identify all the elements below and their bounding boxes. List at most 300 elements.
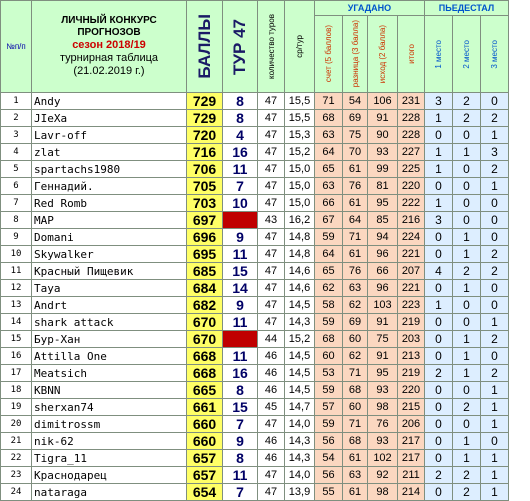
tour-points: 9 xyxy=(223,229,258,246)
podium-first: 1 xyxy=(425,161,453,178)
row-number: 22 xyxy=(1,450,32,467)
tour-points: 11 xyxy=(223,467,258,484)
podium-third: 0 xyxy=(481,195,509,212)
guessed-exact: 56 xyxy=(315,467,343,484)
count-header: количество туров xyxy=(258,1,285,93)
podium-third: 1 xyxy=(481,382,509,399)
tours-count: 47 xyxy=(258,127,285,144)
guessed-diff: 76 xyxy=(343,178,368,195)
podium-first: 4 xyxy=(425,263,453,280)
player-score: 657 xyxy=(187,467,223,484)
guessed-total: 220 xyxy=(398,178,425,195)
table-row xyxy=(1,382,509,399)
tour-points: 16 xyxy=(223,365,258,382)
podium-second: 1 xyxy=(453,348,481,365)
avg-per-tour: 14,7 xyxy=(285,399,315,416)
tour-points: 9 xyxy=(223,297,258,314)
guessed-exact: 59 xyxy=(315,416,343,433)
tour-points: 7 xyxy=(223,484,258,501)
table-row xyxy=(1,280,509,297)
tour-points: 7 xyxy=(223,178,258,195)
podium-third: 0 xyxy=(481,433,509,450)
avg-per-tour: 14,5 xyxy=(285,365,315,382)
podium-second: 1 xyxy=(453,365,481,382)
tour-points: 8 xyxy=(223,382,258,399)
guessed-diff: 68 xyxy=(343,382,368,399)
guessed-outcome: 106 xyxy=(368,93,398,110)
tour-points: 11 xyxy=(223,161,258,178)
player-name: zlat xyxy=(32,144,187,161)
tour-points: 14 xyxy=(223,280,258,297)
tour-points: 11 xyxy=(223,246,258,263)
podium-second: 2 xyxy=(453,399,481,416)
podium-third: 0 xyxy=(481,229,509,246)
row-number: 10 xyxy=(1,246,32,263)
guessed-exact: 56 xyxy=(315,433,343,450)
guessed-outcome: 96 xyxy=(368,246,398,263)
tour-points: 10 xyxy=(223,195,258,212)
player-name: Andy xyxy=(32,93,187,110)
guessed-total: 219 xyxy=(398,365,425,382)
podium-second: 2 xyxy=(453,93,481,110)
table-row xyxy=(1,93,509,110)
podium-first: 0 xyxy=(425,399,453,416)
avg-per-tour: 16,2 xyxy=(285,212,315,229)
podium-third: 0 xyxy=(481,212,509,229)
row-number: 16 xyxy=(1,348,32,365)
table-row xyxy=(1,484,509,501)
guessed-diff: 54 xyxy=(343,93,368,110)
row-number: 6 xyxy=(1,178,32,195)
player-name: MAP xyxy=(32,212,187,229)
table-row xyxy=(1,229,509,246)
num-header: №п/п xyxy=(1,1,32,93)
guessed-diff: 60 xyxy=(343,399,368,416)
row-number: 1 xyxy=(1,93,32,110)
guessed-diff: 61 xyxy=(343,246,368,263)
avg-per-tour: 15,0 xyxy=(285,161,315,178)
tour-points: 7 xyxy=(223,416,258,433)
table-row xyxy=(1,433,509,450)
table-row xyxy=(1,178,509,195)
tour-points: 15 xyxy=(223,399,258,416)
podium-third: 2 xyxy=(481,331,509,348)
player-name: Taya xyxy=(32,280,187,297)
avg-per-tour: 13,9 xyxy=(285,484,315,501)
podium-second: 0 xyxy=(453,127,481,144)
guessed-exact: 64 xyxy=(315,144,343,161)
player-name: Краснодарец xyxy=(32,467,187,484)
player-name: dimitrossm xyxy=(32,416,187,433)
podium-third: 1 xyxy=(481,178,509,195)
row-number: 24 xyxy=(1,484,32,501)
title-line1: ЛИЧНЫЙ КОНКУРС xyxy=(61,15,157,26)
tour-header: ТУР 47 xyxy=(223,1,258,93)
guessed-outcome: 98 xyxy=(368,399,398,416)
row-number: 15 xyxy=(1,331,32,348)
guessed-diff: 63 xyxy=(343,280,368,297)
tour-points: 9 xyxy=(223,433,258,450)
row-number: 2 xyxy=(1,110,32,127)
avg-per-tour: 14,0 xyxy=(285,467,315,484)
row-number: 14 xyxy=(1,314,32,331)
guessed-exact: 59 xyxy=(315,229,343,246)
guessed-total: 214 xyxy=(398,484,425,501)
guessed-total: 227 xyxy=(398,144,425,161)
guessed-outcome: 81 xyxy=(368,178,398,195)
podium-second: 2 xyxy=(453,263,481,280)
podium-second: 1 xyxy=(453,433,481,450)
podium-third: 2 xyxy=(481,246,509,263)
guessed-exact: 59 xyxy=(315,314,343,331)
player-score: 729 xyxy=(187,110,223,127)
player-name: Lavr-off xyxy=(32,127,187,144)
guessed-exact: 64 xyxy=(315,246,343,263)
guessed-diff: 60 xyxy=(343,331,368,348)
guessed-exact: 63 xyxy=(315,178,343,195)
guessed-total: 228 xyxy=(398,110,425,127)
row-number: 9 xyxy=(1,229,32,246)
podium-first: 1 xyxy=(425,110,453,127)
podium-first: 0 xyxy=(425,416,453,433)
guessed-outcome: 91 xyxy=(368,314,398,331)
player-name: nataraga xyxy=(32,484,187,501)
tour-points: 4 xyxy=(223,127,258,144)
podium-second: 1 xyxy=(453,246,481,263)
guessed-total: 213 xyxy=(398,348,425,365)
player-score: 706 xyxy=(187,161,223,178)
standings-rows xyxy=(1,93,509,501)
guessed-diff: 75 xyxy=(343,127,368,144)
guessed-total: 222 xyxy=(398,195,425,212)
guessed-outcome: 96 xyxy=(368,280,398,297)
podium-third: 0 xyxy=(481,280,509,297)
avg-per-tour: 15,3 xyxy=(285,127,315,144)
tour-points: 8 xyxy=(223,450,258,467)
player-score: 670 xyxy=(187,331,223,348)
table-row xyxy=(1,246,509,263)
podium-third: 1 xyxy=(481,467,509,484)
guessed-diff: 64 xyxy=(343,212,368,229)
table-row xyxy=(1,161,509,178)
guessed-outcome: 91 xyxy=(368,348,398,365)
title-line2: ПРОГНОЗОВ xyxy=(77,27,141,38)
row-number: 20 xyxy=(1,416,32,433)
tour-points: 11 xyxy=(223,314,258,331)
tour-points: 16 xyxy=(223,144,258,161)
podium-second-header: 2 место xyxy=(453,16,481,93)
podium-first: 0 xyxy=(425,382,453,399)
row-number: 17 xyxy=(1,365,32,382)
player-score: 684 xyxy=(187,280,223,297)
guessed-total: 217 xyxy=(398,450,425,467)
guessed-outcome-header: исход (2 балла) xyxy=(368,16,398,93)
tours-count: 46 xyxy=(258,382,285,399)
player-name: Attilla One xyxy=(32,348,187,365)
tours-count: 44 xyxy=(258,331,285,348)
podium-third: 1 xyxy=(481,399,509,416)
guessed-outcome: 93 xyxy=(368,433,398,450)
guessed-total: 203 xyxy=(398,331,425,348)
player-name: shark attack xyxy=(32,314,187,331)
guessed-diff: 61 xyxy=(343,195,368,212)
avg-per-tour: 14,8 xyxy=(285,229,315,246)
guessed-diff: 68 xyxy=(343,433,368,450)
guessed-exact: 68 xyxy=(315,331,343,348)
tour-points: 8 xyxy=(223,110,258,127)
avg-header: ср/тур xyxy=(285,1,315,93)
player-score: 661 xyxy=(187,399,223,416)
podium-first: 0 xyxy=(425,314,453,331)
avg-per-tour: 15,2 xyxy=(285,144,315,161)
player-name: spartachs1980 xyxy=(32,161,187,178)
avg-per-tour: 15,2 xyxy=(285,331,315,348)
guessed-exact: 67 xyxy=(315,212,343,229)
podium-third: 3 xyxy=(481,144,509,161)
podium-third: 1 xyxy=(481,484,509,501)
guessed-outcome: 85 xyxy=(368,212,398,229)
guessed-outcome: 90 xyxy=(368,127,398,144)
player-score: 685 xyxy=(187,263,223,280)
guessed-exact: 59 xyxy=(315,382,343,399)
guessed-diff: 61 xyxy=(343,161,368,178)
tour-points xyxy=(223,212,258,229)
podium-group-header: ПЬЕДЕСТАЛ xyxy=(425,1,509,16)
row-number: 21 xyxy=(1,433,32,450)
guessed-outcome: 92 xyxy=(368,467,398,484)
guessed-diff: 71 xyxy=(343,229,368,246)
player-name: KBNN xyxy=(32,382,187,399)
row-number: 23 xyxy=(1,467,32,484)
guessed-exact: 65 xyxy=(315,263,343,280)
table-row xyxy=(1,365,509,382)
guessed-exact: 57 xyxy=(315,399,343,416)
guessed-outcome: 76 xyxy=(368,416,398,433)
podium-first: 3 xyxy=(425,212,453,229)
tours-count: 47 xyxy=(258,144,285,161)
guessed-total: 217 xyxy=(398,433,425,450)
guessed-group-header: УГАДАНО xyxy=(315,1,425,16)
guessed-outcome: 98 xyxy=(368,484,398,501)
tours-count: 47 xyxy=(258,195,285,212)
guessed-outcome: 95 xyxy=(368,195,398,212)
row-number: 7 xyxy=(1,195,32,212)
player-score: 668 xyxy=(187,348,223,365)
guessed-total: 228 xyxy=(398,127,425,144)
guessed-outcome: 94 xyxy=(368,229,398,246)
podium-third: 1 xyxy=(481,127,509,144)
avg-per-tour: 15,0 xyxy=(285,195,315,212)
tours-count: 47 xyxy=(258,280,285,297)
guessed-exact: 66 xyxy=(315,195,343,212)
tour-points: 15 xyxy=(223,263,258,280)
guessed-outcome: 66 xyxy=(368,263,398,280)
player-score: 716 xyxy=(187,144,223,161)
guessed-total: 219 xyxy=(398,314,425,331)
table-row xyxy=(1,195,509,212)
podium-first: 0 xyxy=(425,348,453,365)
player-name: nik-62 xyxy=(32,433,187,450)
podium-third-header: 3 место xyxy=(481,16,509,93)
player-score: 729 xyxy=(187,93,223,110)
player-score: 657 xyxy=(187,450,223,467)
avg-per-tour: 14,5 xyxy=(285,382,315,399)
player-score: 670 xyxy=(187,314,223,331)
season-label: сезон 2018/19 xyxy=(72,39,146,51)
tour-points: 11 xyxy=(223,348,258,365)
guessed-outcome: 103 xyxy=(368,297,398,314)
row-number: 3 xyxy=(1,127,32,144)
podium-second: 0 xyxy=(453,161,481,178)
tours-count: 47 xyxy=(258,467,285,484)
guessed-diff: 70 xyxy=(343,144,368,161)
tours-count: 46 xyxy=(258,348,285,365)
guessed-total: 216 xyxy=(398,212,425,229)
player-name: Геннадий. xyxy=(32,178,187,195)
table-row xyxy=(1,399,509,416)
row-number: 18 xyxy=(1,382,32,399)
guessed-diff: 61 xyxy=(343,484,368,501)
tours-count: 47 xyxy=(258,484,285,501)
row-number: 19 xyxy=(1,399,32,416)
table-row xyxy=(1,467,509,484)
avg-per-tour: 15,5 xyxy=(285,93,315,110)
row-number: 13 xyxy=(1,297,32,314)
podium-first: 0 xyxy=(425,450,453,467)
guessed-diff-header: разница (3 балла) xyxy=(343,16,368,93)
guessed-diff: 71 xyxy=(343,365,368,382)
podium-third: 0 xyxy=(481,348,509,365)
tours-count: 47 xyxy=(258,246,285,263)
guessed-exact: 55 xyxy=(315,484,343,501)
podium-second: 1 xyxy=(453,331,481,348)
guessed-diff: 69 xyxy=(343,314,368,331)
avg-per-tour: 15,0 xyxy=(285,178,315,195)
podium-second: 0 xyxy=(453,178,481,195)
avg-per-tour: 15,5 xyxy=(285,110,315,127)
table-row xyxy=(1,144,509,161)
guessed-diff: 69 xyxy=(343,110,368,127)
podium-first: 0 xyxy=(425,229,453,246)
tours-count: 47 xyxy=(258,416,285,433)
row-number: 8 xyxy=(1,212,32,229)
guessed-exact: 62 xyxy=(315,280,343,297)
podium-third: 2 xyxy=(481,161,509,178)
row-number: 5 xyxy=(1,161,32,178)
player-score: 660 xyxy=(187,433,223,450)
podium-third: 0 xyxy=(481,297,509,314)
tours-count: 47 xyxy=(258,161,285,178)
guessed-diff: 62 xyxy=(343,297,368,314)
row-number: 12 xyxy=(1,280,32,297)
player-score: 695 xyxy=(187,246,223,263)
avg-per-tour: 14,5 xyxy=(285,348,315,365)
tours-count: 47 xyxy=(258,229,285,246)
avg-per-tour: 14,6 xyxy=(285,280,315,297)
guessed-outcome: 93 xyxy=(368,144,398,161)
podium-first: 2 xyxy=(425,467,453,484)
guessed-diff: 76 xyxy=(343,263,368,280)
player-name: Meatsich xyxy=(32,365,187,382)
player-score: 682 xyxy=(187,297,223,314)
guessed-diff: 63 xyxy=(343,467,368,484)
tours-count: 43 xyxy=(258,212,285,229)
guessed-total: 221 xyxy=(398,246,425,263)
guessed-outcome: 75 xyxy=(368,331,398,348)
guessed-total: 206 xyxy=(398,416,425,433)
podium-second: 0 xyxy=(453,314,481,331)
guessed-exact: 63 xyxy=(315,127,343,144)
guessed-total: 225 xyxy=(398,161,425,178)
podium-second: 1 xyxy=(453,450,481,467)
guessed-outcome: 95 xyxy=(368,365,398,382)
podium-second: 0 xyxy=(453,195,481,212)
guessed-total: 221 xyxy=(398,280,425,297)
avg-per-tour: 14,8 xyxy=(285,246,315,263)
podium-second: 0 xyxy=(453,416,481,433)
guessed-exact: 54 xyxy=(315,450,343,467)
table-row xyxy=(1,212,509,229)
guessed-total: 220 xyxy=(398,382,425,399)
podium-third: 1 xyxy=(481,416,509,433)
avg-per-tour: 14,6 xyxy=(285,263,315,280)
player-name: JIeXa xyxy=(32,110,187,127)
podium-first: 3 xyxy=(425,93,453,110)
guessed-exact: 58 xyxy=(315,297,343,314)
player-name: sherxan74 xyxy=(32,399,187,416)
guessed-total: 215 xyxy=(398,399,425,416)
guessed-diff: 71 xyxy=(343,416,368,433)
podium-first: 0 xyxy=(425,331,453,348)
player-name: Бур-Хан xyxy=(32,331,187,348)
guessed-outcome: 102 xyxy=(368,450,398,467)
avg-per-tour: 14,0 xyxy=(285,416,315,433)
tours-count: 46 xyxy=(258,433,285,450)
podium-second: 1 xyxy=(453,280,481,297)
podium-first: 2 xyxy=(425,365,453,382)
podium-first: 0 xyxy=(425,280,453,297)
tours-count: 47 xyxy=(258,178,285,195)
podium-second: 0 xyxy=(453,212,481,229)
podium-first: 0 xyxy=(425,246,453,263)
row-number: 11 xyxy=(1,263,32,280)
table-row xyxy=(1,110,509,127)
tours-count: 47 xyxy=(258,314,285,331)
podium-first: 1 xyxy=(425,297,453,314)
table-row xyxy=(1,331,509,348)
player-name: Domani xyxy=(32,229,187,246)
guessed-outcome: 91 xyxy=(368,110,398,127)
podium-second: 0 xyxy=(453,297,481,314)
guessed-total: 223 xyxy=(398,297,425,314)
guessed-exact: 53 xyxy=(315,365,343,382)
tours-count: 46 xyxy=(258,450,285,467)
podium-third: 1 xyxy=(481,450,509,467)
tours-count: 47 xyxy=(258,297,285,314)
player-score: 703 xyxy=(187,195,223,212)
guessed-diff: 62 xyxy=(343,348,368,365)
podium-second: 2 xyxy=(453,484,481,501)
row-number: 4 xyxy=(1,144,32,161)
podium-second: 0 xyxy=(453,382,481,399)
table-row xyxy=(1,297,509,314)
guessed-exact: 68 xyxy=(315,110,343,127)
podium-third: 2 xyxy=(481,110,509,127)
podium-third: 0 xyxy=(481,93,509,110)
table-row xyxy=(1,263,509,280)
avg-per-tour: 14,3 xyxy=(285,314,315,331)
player-score: 654 xyxy=(187,484,223,501)
